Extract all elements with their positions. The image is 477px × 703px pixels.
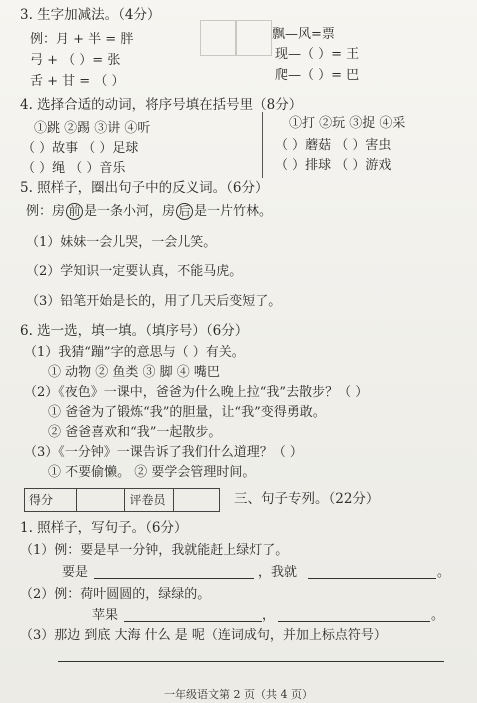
score-label: 得分 (25, 489, 77, 511)
score-cell[interactable] (77, 489, 125, 511)
q4-left-options: ①跳 ②踢 ③讲 ④听 (34, 121, 151, 136)
q3-example: 例：月 + 半 = 胖 (30, 32, 134, 47)
q6-title: 6. 选一选，填一填。（填序号）（6分） (20, 323, 249, 339)
section-3-heading: 三、句子专列。（22分） (234, 491, 380, 507)
q4-left-row1: （ ）故事 （ ）足球 (22, 141, 139, 156)
answer-line[interactable] (278, 621, 430, 622)
q3-title: 3. 生字加减法。（4分） (20, 7, 161, 23)
grader-cell[interactable] (174, 489, 219, 511)
answer-line[interactable] (124, 621, 262, 622)
q6-part1: （1）我猜“蹦”字的意思与（ ）有关。 (24, 345, 245, 360)
s1-ex1-prompt-a: 要是 (62, 565, 89, 580)
q6-part2: （2）《夜色》一课中，爸爸为什么晚上拉“我”去散步？（ ） (24, 385, 369, 400)
q5-sentence-2: （2）学知识一定要认真，不能马虎。 (26, 264, 243, 279)
q5-example: 例：房 前 是一条小河，房 后 是一片竹林。 (26, 204, 273, 219)
s1-ex2-prompt-b: ， (262, 608, 276, 623)
q5-sentence-3: （3）铅笔开始是长的，用了几天后变短了。 (26, 294, 282, 309)
q6-part2-option1: ① 爸爸为了锻炼“我”的胆量，让“我”变得勇敢。 (48, 405, 326, 420)
answer-line[interactable] (58, 661, 444, 662)
q6-part3: （3）《一分钟》一课告诉了我们什么道理？（ ） (24, 445, 303, 460)
s1-example-1: （1）例：要是早一分钟，我就能赶上绿灯了。 (20, 543, 289, 558)
q6-part3-options: ① 不要偷懒。 ② 要学会管理时间。 (48, 465, 256, 480)
q6-part2-option2: ② 爸爸喜欢和“我”一起散步。 (48, 425, 222, 440)
q3-right-row1: 现—（ ）= 王 (275, 47, 360, 62)
circled-antonym: 后 (176, 203, 193, 220)
s1-ex2-prompt-a: 苹果 (92, 608, 119, 623)
q4-divider (262, 112, 263, 178)
q5-sentence-1: （1）妹妹一会儿哭，一会儿笑。 (26, 235, 217, 250)
circled-antonym: 前 (66, 203, 83, 220)
s1-ex1-end: 。 (437, 565, 451, 580)
q4-right-row1: （ ）蘑菇 （ ）害虫 (275, 138, 392, 153)
page-footer: 一年级语文第 2 页（共 4 页） (164, 688, 313, 701)
q3-row2: 舌 + 甘 = （ ） (30, 74, 125, 89)
writing-grid-box (200, 20, 236, 56)
q6-part1-options: ① 动物 ② 鱼类 ③ 脚 ④ 嘴巴 (48, 365, 220, 380)
q4-right-row2: （ ）排球 （ ）游戏 (275, 158, 392, 173)
score-table (24, 488, 220, 512)
q3-right-example: 飘—风=票 (272, 27, 335, 42)
s1-ex1-prompt-b: ，我就 (258, 565, 298, 580)
q3-row1: 弓 + （ ）= 张 (30, 53, 121, 68)
answer-line[interactable] (308, 578, 436, 579)
writing-grid-box (236, 20, 272, 56)
q4-title: 4. 选择合适的动词，将序号填在括号里（8分） (20, 97, 303, 113)
q3-right-row2: 爬—（ ）= 巴 (275, 68, 360, 83)
grader-label: 评卷员 (125, 489, 173, 511)
q4-right-options: ①打 ②玩 ③捉 ④采 (289, 116, 406, 131)
q5-title: 5. 照样子，圈出句子中的反义词。（6分） (20, 180, 269, 196)
answer-line[interactable] (94, 578, 254, 579)
q4-left-row2: （ ）绳 （ ）音乐 (22, 161, 126, 176)
s1-example-2: （2）例：荷叶圆圆的，绿绿的。 (20, 587, 211, 602)
s1-example-3: （3）那边 到底 大海 什么 是 呢（连词成句，并加上标点符号） (20, 628, 387, 643)
s1-ex2-end: 。 (431, 608, 445, 623)
s1-title: 1. 照样子，写句子。（6分） (20, 520, 188, 536)
